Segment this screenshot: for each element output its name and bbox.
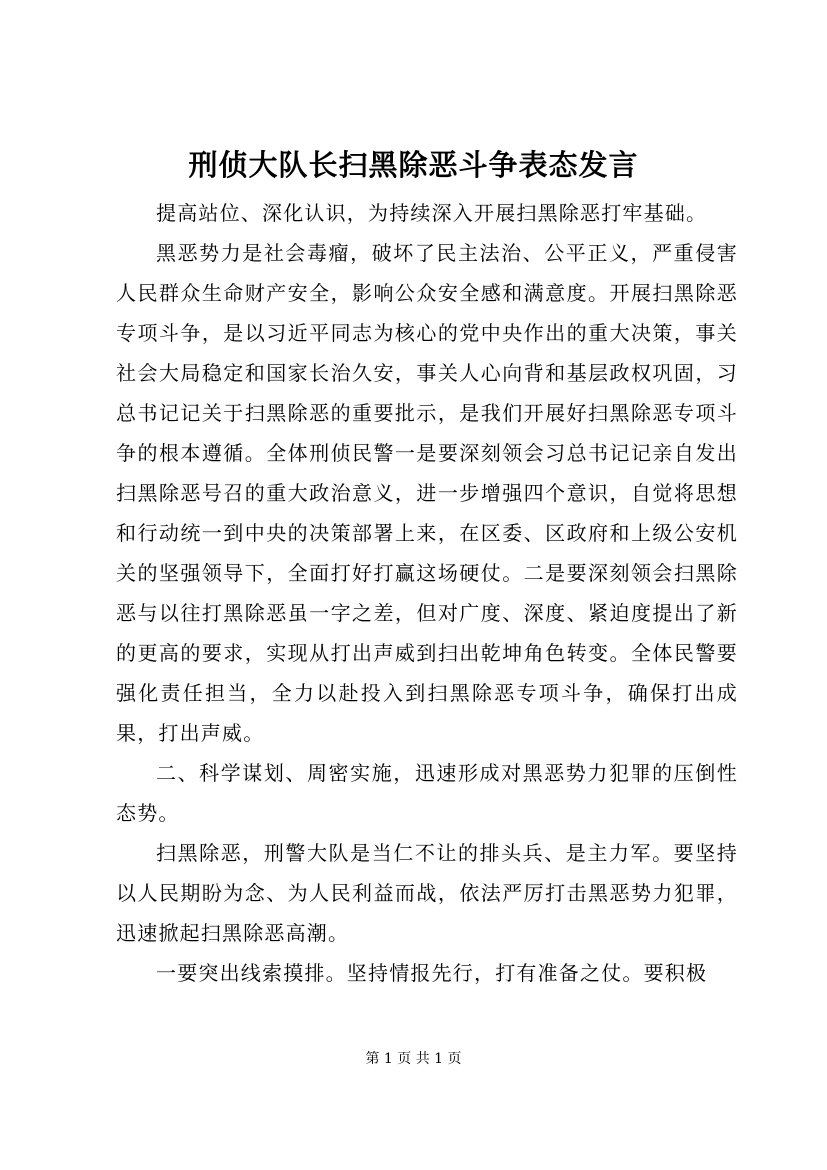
page-footer: 第 1 页 共 1 页 [365,1051,462,1067]
document-title: 刑侦大队长扫黑除恶斗争表态发言 [188,148,639,182]
paragraph: 二、科学谋划、周密实施，迅速形成对黑恶势力犯罪的压倒性态势。 [116,761,738,825]
document-body [116,193,738,993]
paragraph: 黑恶势力是社会毒瘤，破坏了民主法治、公平正义，严重侵害人民群众生命财产安全，影响公众安全感和满意度。开展扫黑除恶专项斗争，是以习近平同志为核心的党中央作出的重大决策，事关社会大局稳定和国家长治久安，事关人心向背和基层政权巩固，习总书记记关于扫黑除恶的重要批示，是我们开展好扫黑除恶专项斗争的根本遵循。全体刑侦民警一是要深刻领会习总书记记亲自发出扫黑除恶号召的重大政治意义，进一步增强四个意识，自觉将思想和行动统一到中央的决策部署上来，在区委、区政府和上级公安机关的坚强领导下，全面打好打赢这场硬仗。二是要深刻领会扫黑除恶与以往打黑除恶虽一字之差，但对广度、深度、紧迫度提出了新的更高的要求，实现从打出声威到扫出乾坤角色转变。全体民警要强化责任担当，全力以赴投入到扫黑除恶专项斗争，确保打出成果，打出声威。 [116,241,738,745]
paragraph: 提高站位、深化认识，为持续深入开展扫黑除恶打牢基础。 [156,201,708,225]
paragraph: 扫黑除恶，刑警大队是当仁不让的排头兵、是主力军。要坚持以人民期盼为念、为人民利益而战，依法严厉打击黑恶势力犯罪，迅速掀起扫黑除恶高潮。 [116,841,738,945]
paragraph: 一要突出线索摸排。坚持情报先行，打有准备之仗。要积极 [156,961,708,985]
